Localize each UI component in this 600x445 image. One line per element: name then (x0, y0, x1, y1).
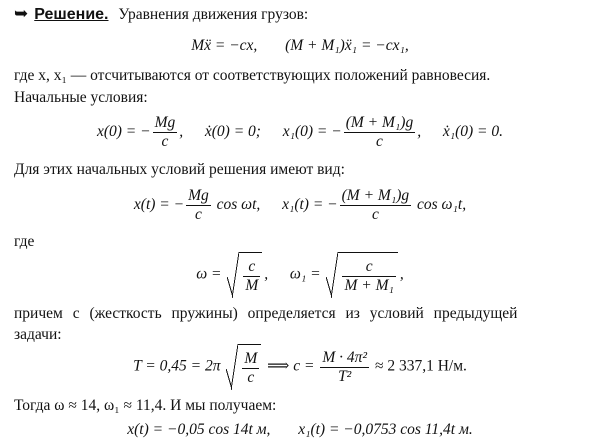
omega1-denominator: M + M₁ (344, 276, 394, 294)
text-where: где (14, 233, 35, 250)
arrow-right-icon: ➥ (14, 4, 29, 24)
x10-denominator: c (376, 132, 383, 150)
x0-fraction (153, 114, 178, 151)
x1-t-tail: cos ω₁t, (417, 196, 467, 213)
stiffness-fraction (320, 349, 369, 386)
x0-denominator: c (161, 132, 169, 150)
text-task: задачи: (14, 326, 62, 343)
stiffness-result: ≈ 2 337,1 Н/м. (374, 357, 467, 375)
omega-denominator: M (245, 276, 259, 294)
x1-t-lhs: x₁(t) = − (282, 196, 338, 213)
x1-t-numerator: (M + M₁)g (341, 186, 410, 204)
text-initial-conditions: Начальные условия: (14, 89, 148, 106)
stiffness-denominator: T² (338, 367, 352, 385)
x1-t-denominator: c (371, 205, 379, 223)
x10-lhs: x₁(0) = − (282, 123, 342, 140)
text-solutions: Для этих начальных условий решения имеют вид: (14, 161, 345, 178)
x-t-denominator: c (194, 205, 202, 223)
omega-fraction (243, 258, 260, 295)
period-equation (0, 344, 600, 390)
initial-conditions: x(0) = − $\frac{Mg}{c}$ , ẋ(0) = 0; x₁(0) = − $\frac{\text{(M + M₁)g}}{c}$ , ẋ₁(0) = 0. (96, 113, 504, 150)
omega1-sqrt (326, 252, 397, 298)
x10-numerator: (M + M₁)g (345, 113, 414, 131)
period-implies: ⟹ c = (267, 357, 315, 375)
text-then: Тогда ω ≈ 14, ω₁ ≈ 11,4. И мы получаем: (14, 397, 277, 414)
final-x1: x₁(t) = −0,0753 cos 11,4t м. (298, 421, 473, 438)
period-sqrt-numerator: M (244, 349, 258, 367)
x-t-tail: cos ωt, (216, 196, 261, 213)
omega1-fraction (342, 258, 395, 295)
solutions (0, 186, 600, 224)
solution-heading (14, 4, 308, 25)
omega-lhs: ω = (196, 265, 222, 283)
x-t-lhs: x(t) = − (133, 196, 185, 213)
final-solutions (0, 420, 600, 440)
eq-motion-right: (M + M₁)ẍ₁ = −cx₁, (285, 37, 409, 54)
x0-numerator: Mg (154, 113, 176, 131)
period-lhs: T = 0,45 = 2π (133, 357, 221, 375)
x-t-numerator: Mg (188, 186, 209, 204)
heading-intro: Уравнения движения грузов: (118, 6, 309, 23)
final-x: x(t) = −0,05 cos 14t м, (127, 421, 271, 438)
omega1-lhs: ω₁ = (289, 265, 321, 283)
x10-fraction (344, 114, 416, 151)
text-stiffness: причем c (жесткость пружины) определяется из условий предыдущей (14, 305, 518, 322)
equations-of-motion (0, 36, 600, 56)
text-coordinates: где x, x₁ — отсчитываются от соответствующих положений равновесия. (14, 67, 491, 84)
stiffness-numerator: M · 4π² (322, 348, 368, 366)
omega-definitions: ω = $\frac{c}{M}$ , ω₁ = $\frac{c}{\text{M + M₁}}$ , (0, 252, 600, 298)
period-sqrt-fraction (242, 350, 259, 387)
omega-numerator: c (243, 258, 260, 277)
xdot0: ẋ(0) = 0; (204, 123, 261, 140)
x0-lhs: x(0) = − (96, 123, 151, 140)
period-sqrt (226, 344, 261, 390)
period-sqrt-denominator: c (247, 368, 255, 386)
omega1-numerator: c (342, 258, 395, 277)
heading-title: Решение. (34, 6, 109, 23)
omega-sqrt (227, 252, 262, 298)
eq-motion-left: Mẍ = −cx, (191, 37, 258, 54)
x1-t-fraction (340, 187, 412, 224)
x-t-fraction (186, 187, 211, 224)
x1dot0: ẋ₁(0) = 0. (442, 123, 504, 140)
